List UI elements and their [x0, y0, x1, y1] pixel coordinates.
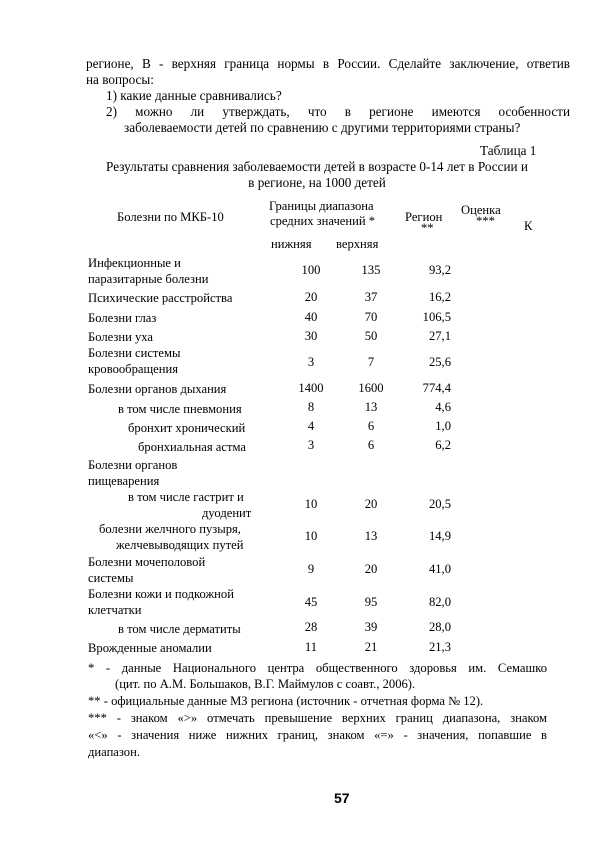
row-0-name-line-2: паразитарные болезни	[88, 272, 209, 286]
row-3-lower: 30	[304, 329, 318, 343]
footnote-4: «<» - значения ниже нижних границ, знаком «=» - значения, попавшие в	[88, 728, 547, 742]
footnote-1-line-1: * - данные Национального центра общественного здоровья им. Семашко	[88, 661, 547, 675]
header-range-line-1: Границы диапазона	[269, 199, 374, 213]
row-5-upper: 1600	[358, 381, 384, 395]
row-8-upper: 6	[367, 438, 375, 452]
header-upper: верхняя	[336, 237, 379, 251]
row-1-name: Психические расстройства	[88, 291, 233, 305]
row-4-region: 25,6	[428, 355, 451, 369]
footnote-3: *** - знаком «>» отмечать превышение верхних границ диапазона, знаком	[88, 711, 547, 725]
row-8-name: бронхиальная астма	[138, 440, 246, 454]
row-10-name-line-2: дуоденит	[202, 506, 252, 520]
row-0-lower: 100	[301, 263, 321, 277]
row-5-name: Болезни органов дыхания	[88, 382, 227, 396]
row-9-name-line-2: пищеварения	[88, 474, 160, 488]
row-0-upper: 135	[361, 263, 381, 277]
row-14-lower: 28	[304, 620, 318, 634]
row-9-name-line-1: Болезни органов	[88, 458, 178, 472]
row-1-region: 16,2	[428, 290, 451, 304]
row-15-region: 21,3	[428, 640, 451, 654]
row-2-region: 106,5	[422, 310, 451, 324]
row-10-lower: 10	[304, 497, 318, 511]
footnote-2: ** - официальные данные МЗ региона (источник - отчетная форма № 12).	[88, 694, 484, 708]
row-3-region: 27,1	[428, 329, 451, 343]
row-2-name: Болезни глаз	[88, 311, 157, 325]
table-caption-line-2: в регионе, на 1000 детей	[248, 175, 386, 190]
row-3-upper: 50	[364, 329, 378, 343]
row-2-lower: 40	[304, 310, 318, 324]
header-region: Регион	[405, 210, 443, 224]
question-1: 1) какие данные сравнивались?	[106, 88, 282, 103]
question-2-line-2: заболеваемости детей по сравнению с другими территориями страны?	[124, 120, 521, 135]
header-score: Оценка	[461, 203, 501, 217]
header-lower: нижняя	[271, 237, 312, 251]
row-4-name-line-1: Болезни системы	[88, 346, 181, 360]
row-12-name-line-2: системы	[88, 571, 134, 585]
header-disease: Болезни по МКБ-10	[117, 210, 224, 224]
intro-line-2: на вопросы:	[86, 72, 154, 87]
row-14-name: в том числе дерматиты	[118, 622, 241, 636]
row-5-lower: 1400	[298, 381, 324, 395]
row-12-name-line-1: Болезни мочеполовой	[88, 555, 206, 569]
row-6-name: в том числе пневмония	[118, 402, 242, 416]
row-6-upper: 13	[364, 400, 378, 414]
footnote-5: диапазон.	[88, 745, 140, 759]
row-8-lower: 3	[307, 438, 315, 452]
row-13-name-line-2: клетчатки	[88, 603, 142, 617]
row-11-name-line-1: болезни желчного пузыря,	[99, 522, 241, 536]
row-5-region: 774,4	[422, 381, 451, 395]
row-7-name: бронхит хронический	[128, 421, 246, 435]
row-15-upper: 21	[364, 640, 378, 654]
table-label: Таблица 1	[480, 143, 537, 158]
row-10-region: 20,5	[428, 497, 451, 511]
row-13-upper: 95	[364, 595, 378, 609]
row-14-region: 28,0	[428, 620, 451, 634]
row-12-region: 41,0	[428, 562, 451, 576]
row-0-name-line-1: Инфекционные и	[88, 256, 181, 270]
footnote-1-line-2: (цит. по А.М. Большаков, В.Г. Маймулов с соавт., 2006).	[115, 677, 416, 691]
row-11-lower: 10	[304, 529, 318, 543]
row-10-upper: 20	[364, 497, 378, 511]
header-region-note: **	[421, 221, 434, 235]
row-1-upper: 37	[364, 290, 378, 304]
row-11-name-line-2: желчевыводящих путей	[116, 538, 244, 552]
row-8-region: 6,2	[435, 438, 451, 452]
table-caption-line-1: Результаты сравнения заболеваемости детей в возрасте 0-14 лет в России и	[106, 159, 528, 174]
row-0-region: 93,2	[428, 263, 451, 277]
row-15-lower: 11	[304, 640, 318, 654]
row-12-lower: 9	[307, 562, 315, 576]
row-1-lower: 20	[304, 290, 318, 304]
row-2-upper: 70	[364, 310, 378, 324]
row-4-upper: 7	[367, 355, 375, 369]
row-15-name: Врожденные аномалии	[88, 641, 212, 655]
row-6-lower: 8	[307, 400, 315, 414]
header-score-note: ***	[476, 214, 495, 228]
row-13-region: 82,0	[428, 595, 451, 609]
page-number: 57	[334, 790, 350, 806]
header-range-line-2: средних значений *	[270, 214, 376, 228]
header-k: К	[524, 219, 533, 233]
row-13-name-line-1: Болезни кожи и подкожной	[88, 587, 234, 601]
row-7-region: 1,0	[435, 419, 451, 433]
row-12-upper: 20	[364, 562, 378, 576]
row-14-upper: 39	[364, 620, 378, 634]
row-7-lower: 4	[307, 419, 315, 433]
row-7-upper: 6	[367, 419, 375, 433]
row-11-upper: 13	[364, 529, 378, 543]
row-11-region: 14,9	[428, 529, 451, 543]
intro-line-1: регионе, В - верхняя граница нормы в России. Сделайте заключение, ответив	[86, 56, 570, 71]
row-10-name-line-1: в том числе гастрит и	[128, 490, 244, 504]
question-2-line-1: 2) можно ли утверждать, что в регионе имеются особенности	[106, 104, 570, 119]
row-13-lower: 45	[304, 595, 318, 609]
row-4-name-line-2: кровообращения	[88, 362, 179, 376]
row-3-name: Болезни уха	[88, 330, 154, 344]
row-4-lower: 3	[307, 355, 315, 369]
row-6-region: 4,6	[435, 400, 451, 414]
